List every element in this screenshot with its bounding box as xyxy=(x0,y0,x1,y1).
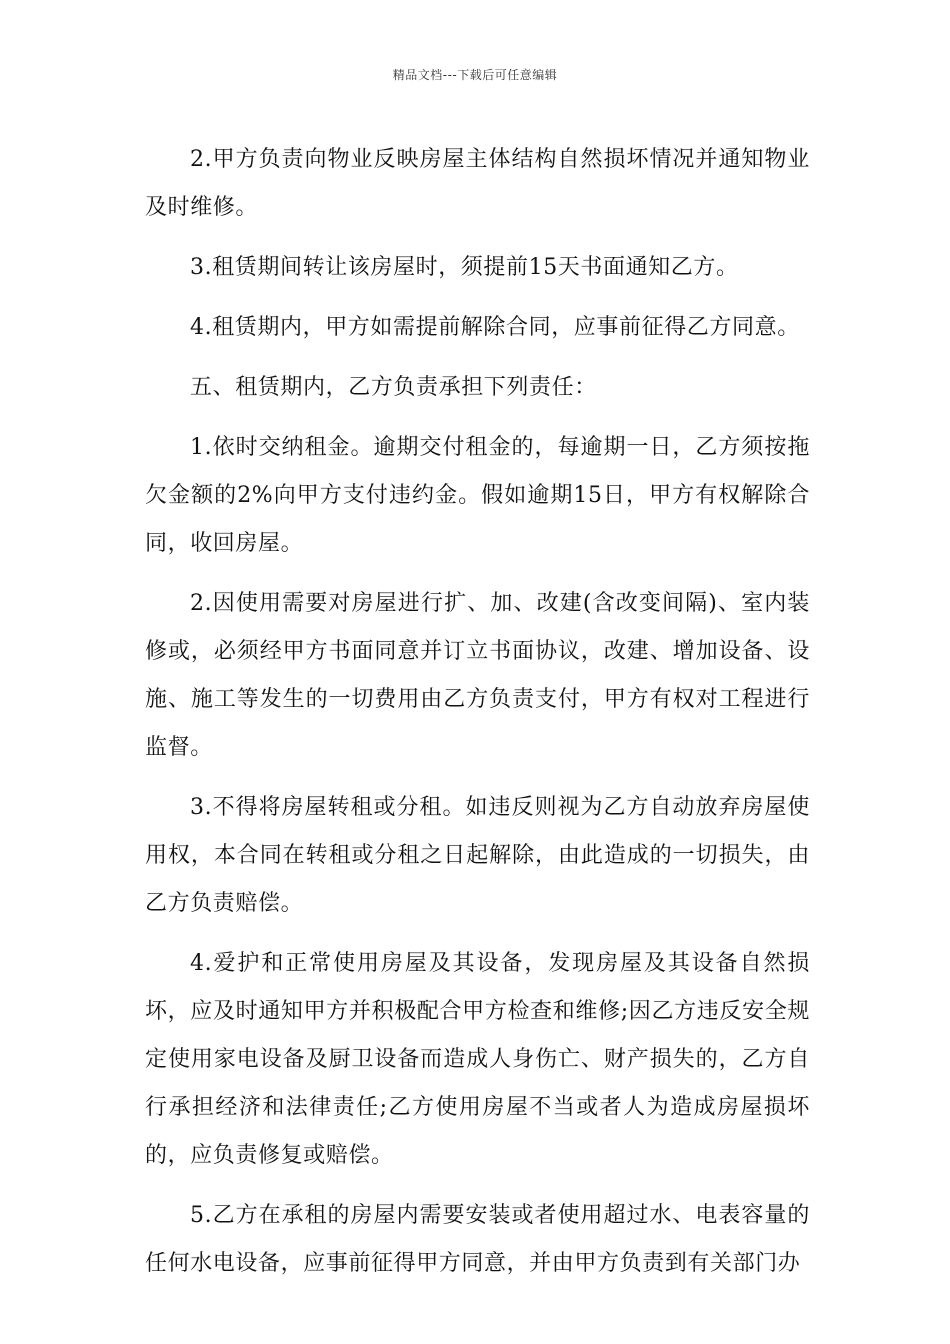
clause-5-3: 3.不得将房屋转租或分租。如违反则视为乙方自动放弃房屋使用权，本合同在转租或分租之日起解除，由此造成的一切损失，由乙方负责赔偿。 xyxy=(145,795,810,916)
clause-5-5: 5.乙方在承租的房屋内需要安装或者使用超过水、电表容量的任何水电设备，应事前征得甲方同意，并由甲方负责到有关部门办 xyxy=(145,1203,810,1276)
clause-5-2: 2.因使用需要对房屋进行扩、加、改建(含改变间隔)、室内装修或，必须经甲方书面同意并订立书面协议，改建、增加设备、设施、施工等发生的一切费用由乙方负责支付，甲方有权对工程进行监督。 xyxy=(145,591,810,760)
clause-5-4: 4.爱护和正常使用房屋及其设备，发现房屋及其设备自然损坏，应及时通知甲方并积极配合甲方检查和维修;因乙方违反安全规定使用家电设备及厨卫设备而造成人身伤亡、财产损失的，乙方自行承担经济和法律责任;乙方使用房屋不当或者人为造成房屋损坏的，应负责修复或赔偿。 xyxy=(145,951,810,1168)
clause-4-3: 3.租赁期间转让该房屋时，须提前15天书面通知乙方。 xyxy=(190,255,739,280)
section-5-heading: 五、租赁期内，乙方负责承担下列责任： xyxy=(190,375,597,400)
page-header: 精品文档---下载后可任意编辑 xyxy=(392,68,558,82)
document-body xyxy=(145,136,810,1300)
clause-4-2: 2.甲方负责向物业反映房屋主体结构自然损坏情况并通知物业及时维修。 xyxy=(145,147,810,220)
clause-5-1: 1.依时交纳租金。逾期交付租金的，每逾期一日，乙方须按拖欠金额的2%向甲方支付违约金。假如逾期15日，甲方有权解除合同，收回房屋。 xyxy=(145,435,810,556)
clause-4-4: 4.租赁期内，甲方如需提前解除合同，应事前征得乙方同意。 xyxy=(190,315,800,340)
